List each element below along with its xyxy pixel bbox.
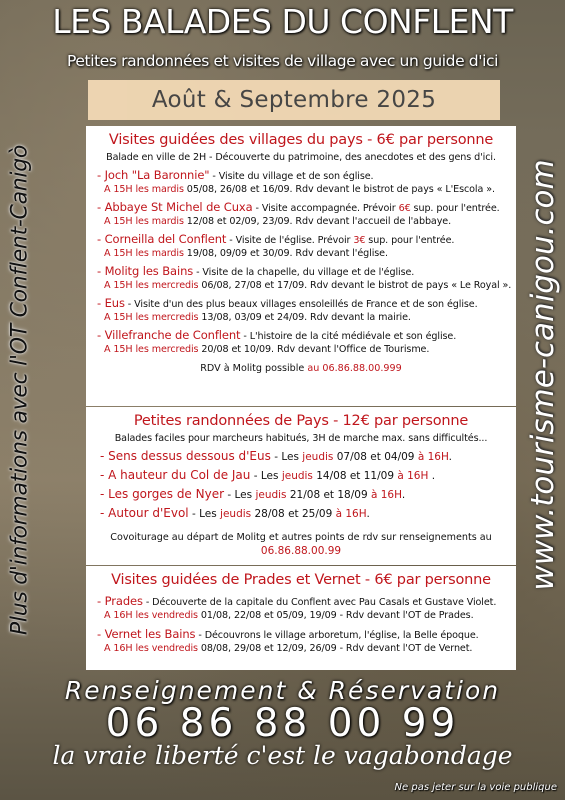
list-item: - Corneilla del Conflent - Visite de l'église. Prévoir 3€ sup. pour l'entrée. A 15H les mardis 19/08, 09/09 et 30/09. Rdv devant l'église. [97,232,455,259]
motto: la vraie liberté c'est le vagabondage [52,741,513,770]
litter-note: Ne pas jeter sur la voie publique [394,782,557,793]
list-item: - A hauteur du Col de Jau - Les jeudis 14/08 et 11/09 à 16H . [100,468,436,482]
reservation-heading: Renseignement & Réservation [64,676,501,705]
hikes-card [86,407,516,565]
list-item: - Joch "La Baronnie" - Visite du village et de son église. A 15H les mardis 05/08, 26/08 et 16/09. Rdv devant le bistrot de pays « L'Escola ». [97,168,495,195]
prades-card [86,566,516,670]
molitg-note: RDV à Molitg possible au 06.86.88.00.999 [200,363,402,374]
list-item: - Autour d'Evol - Les jeudis 28/08 et 25/09 à 16H. [100,506,370,520]
list-item: - Sens dessus dessous d'Eus - Les jeudis 07/08 et 04/09 à 16H. [100,449,453,463]
hikes-desc: Balades faciles pour marcheurs habitués, 3H de marche max. sans difficultés... [114,433,488,444]
list-item: - Les gorges de Nyer - Les jeudis 21/08 et 18/09 à 16H. [100,487,406,501]
list-item: - Prades - Découverte de la capitale du Conflent avec Pau Casals et Gustave Violet. A 16H les vendredis 01/08, 22/08 et 05/09, 19/09 - Rdv devant l'OT de Prades. [97,594,497,621]
hikes-title: Petites randonnées de Pays - 12€ par personne [133,413,469,429]
side-info-text: Plus d'informations avec l'OT Conflent-Canigò [7,144,33,636]
prades-title: Visites guidées de Prades et Vernet - 6€ par personne [111,572,491,588]
list-item: - Molitg les Bains - Visite de la chapelle, du village et de l'église. A 15H les mercredis 06/08, 27/08 et 17/09. Rdv devant le bistrot de pays « Le Royal ». [97,264,512,291]
date-banner: Août & Septembre 2025 [88,80,500,120]
villages-card [86,126,516,406]
villages-title: Visites guidées des villages du pays - 6€ par personne [108,132,494,148]
website-link[interactable]: www.tourisme-canigou.com [525,159,561,591]
list-item: - Abbaye St Michel de Cuxa - Visite accompagnée. Prévoir 6€ sup. pour l'entrée. A 15H les mardis 12/08 et 02/09, 23/09. Rdv devant l'accueil de l'abbaye. [97,200,500,227]
villages-desc: Balade en ville de 2H - Découverte du patrimoine, des anecdotes et des gens d'ici. [106,152,496,163]
main-title: LES BALADES DU CONFLENT [52,2,513,41]
list-item: - Villefranche de Conflent - L'histoire de la cité médiévale et son église. A 15H les mercredis 20/08 et 10/09. Rdv devant l'Office de Tourisme. [97,328,457,355]
carpool-phone: 06.86.88.00.99 [260,545,342,557]
carpool-note: Covoiturage au départ de Molitg et autres points de rdv sur renseignements au [110,532,492,543]
reservation-phone[interactable]: 06 86 88 00 99 [105,701,460,746]
list-item: - Vernet les Bains - Découvrons le village arboretum, l'église, la Belle époque. A 16H les vendredis 08/08, 29/08 et 12/09, 26/09 - Rdv devant l'OT de Vernet. [97,627,479,654]
subtitle: Petites randonnées et visites de village avec un guide d'ici [66,52,499,70]
list-item: - Eus - Visite d'un des plus beaux villages ensoleillés de France et de son église. A 15H les mercredis 13/08, 03/09 et 24/09. Rdv devant la mairie. [97,296,478,323]
